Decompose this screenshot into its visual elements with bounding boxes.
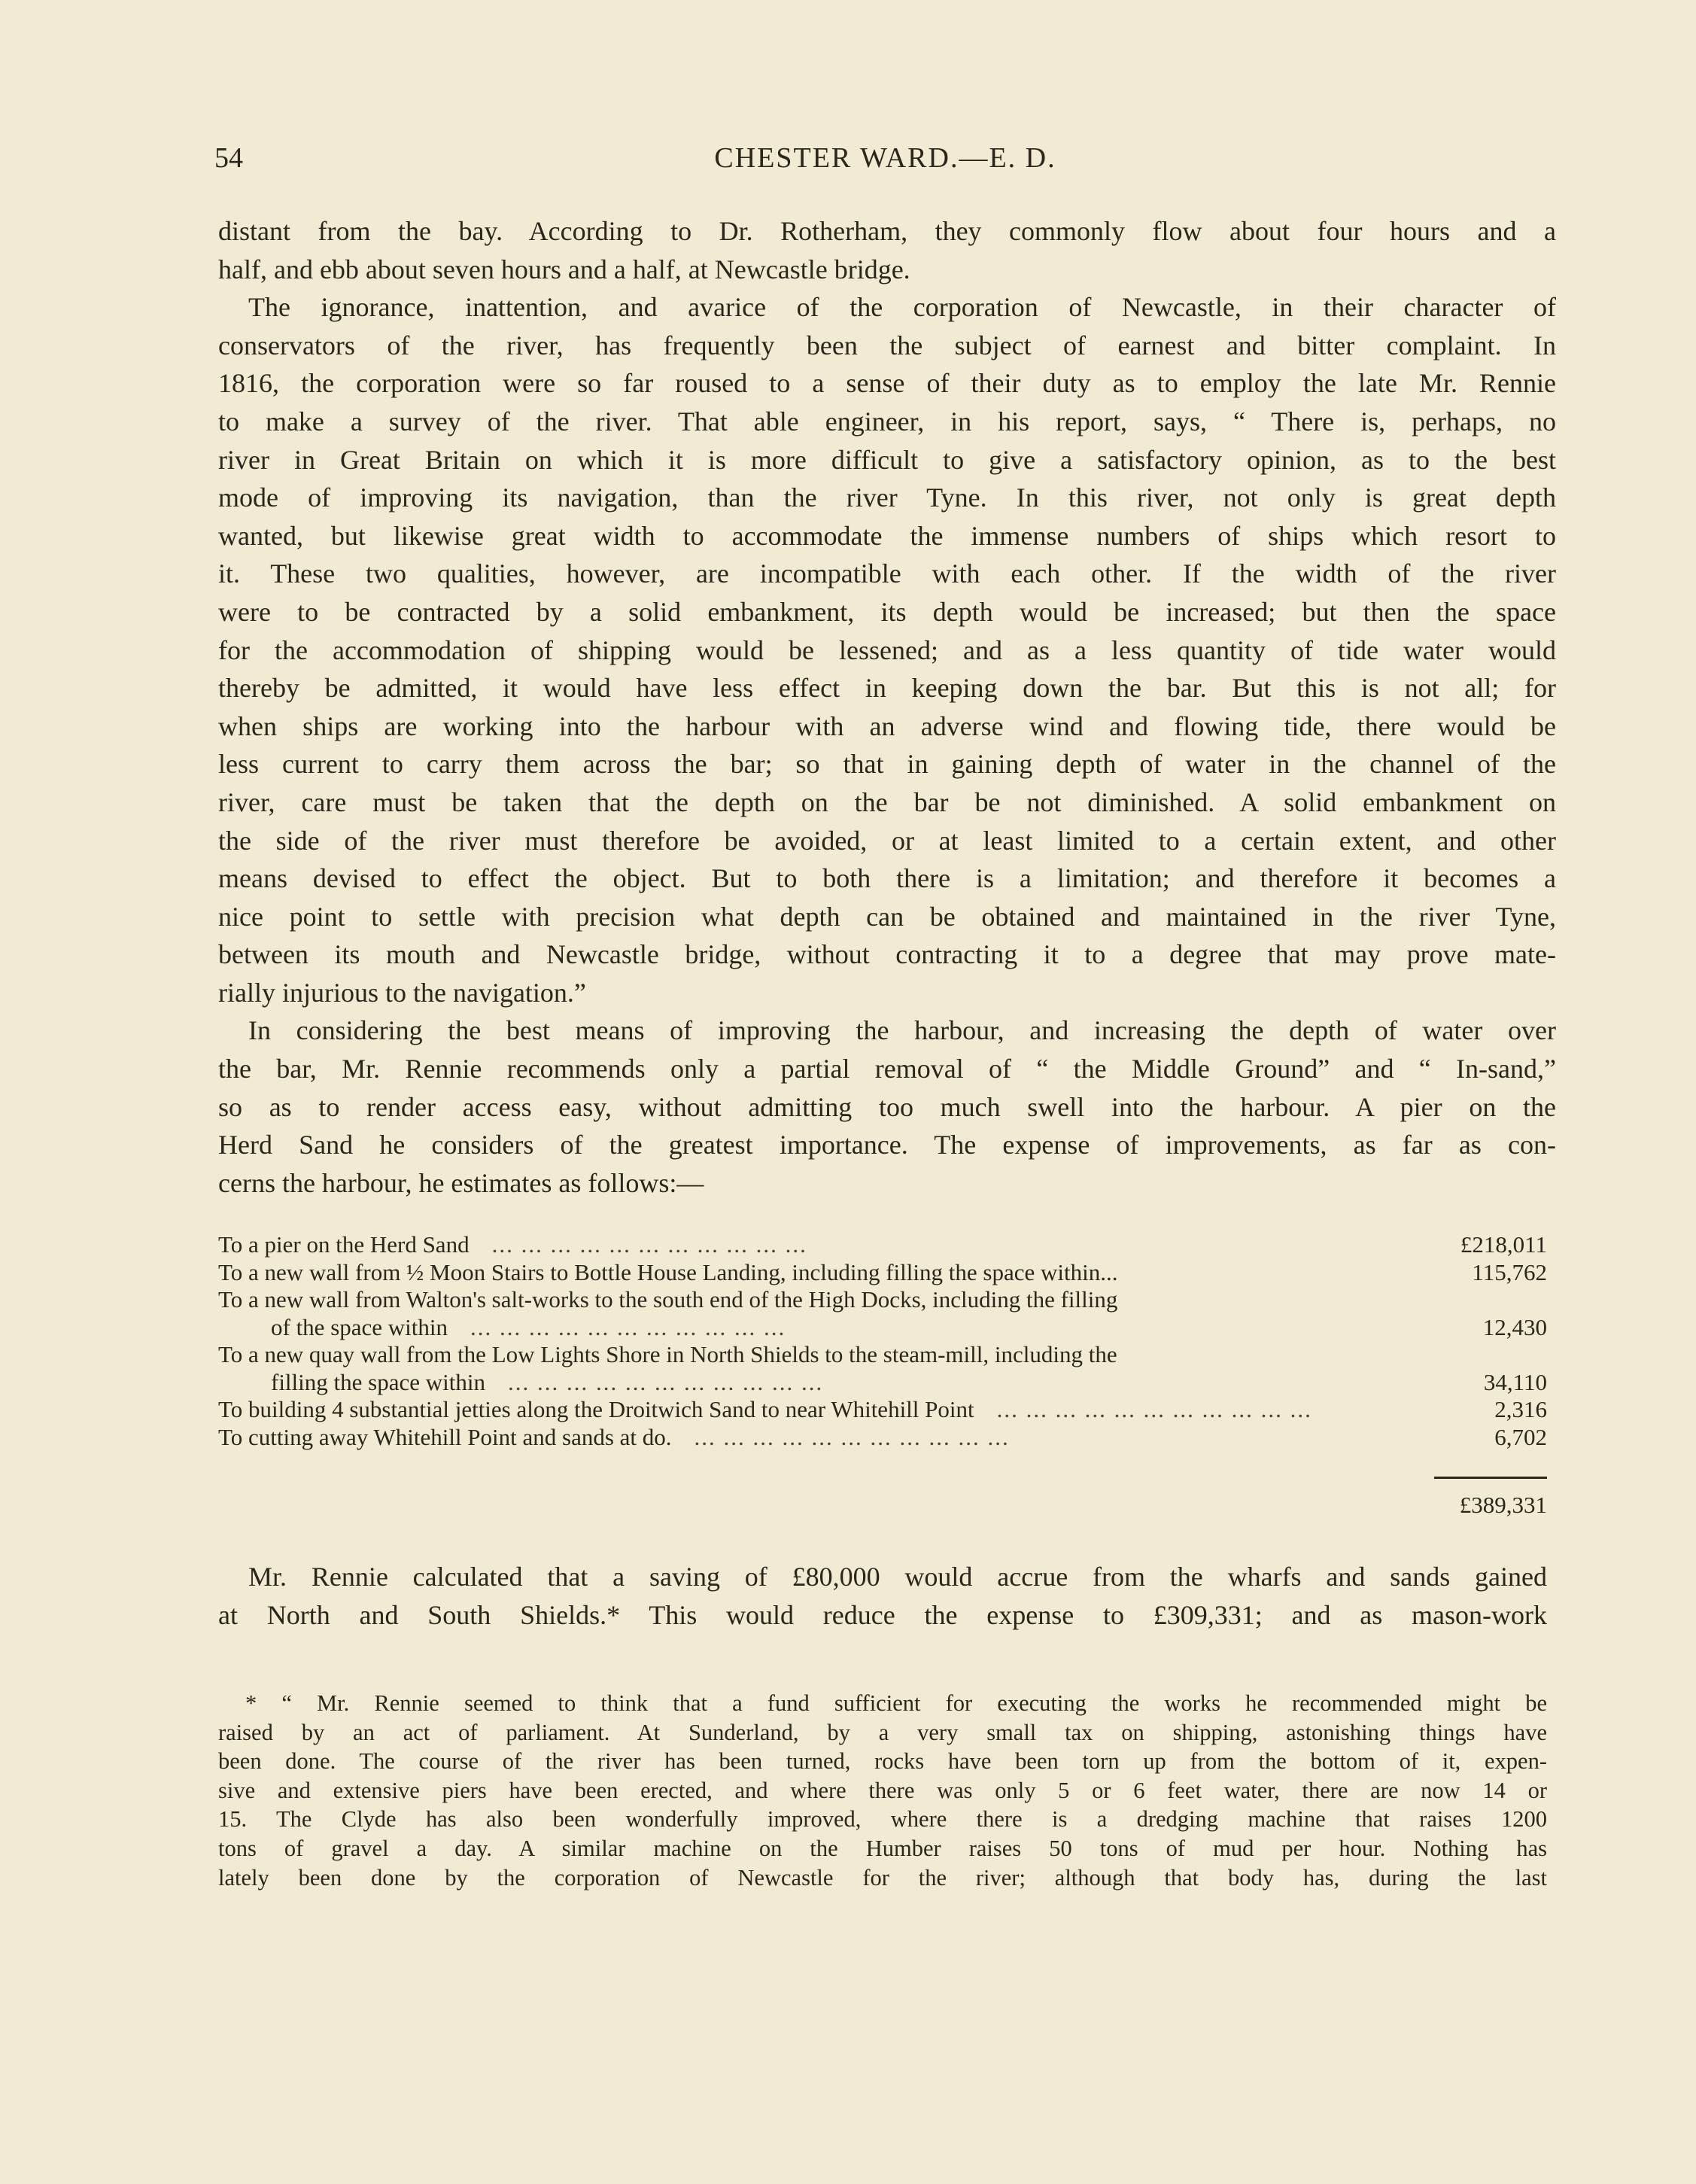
estimate-row [218, 1341, 1547, 1369]
text-line: distant from the bay. According to Dr. Rotherham, they commonly flow about four hours and a [218, 216, 1556, 246]
text-line: half, and ebb about seven hours and a half, at Newcastle bridge. [218, 254, 910, 284]
text-line: between its mouth and Newcastle bridge, without contracting it to a degree that may prove mate- [218, 939, 1556, 970]
text-line: 1816, the corporation were so far roused to a sense of their duty as to employ the late Mr. Rennie [218, 368, 1556, 399]
main-text [218, 212, 1556, 1202]
footnote-line: lately been done by the corporation of Newcastle for the river; although that body has, during the last [218, 1864, 1547, 1890]
estimate-description: filling the space within [271, 1368, 485, 1395]
total-rule [1434, 1477, 1547, 1479]
estimate-amount: 2,316 [1494, 1396, 1547, 1422]
text-line: wanted, but likewise great width to accommodate the immense numbers of ships which resort to [218, 520, 1556, 551]
footnote-line: 15. The Clyde has also been wonderfully improved, where there is a dredging machine that raises 1200 [218, 1806, 1547, 1833]
text-line: rially injurious to the navigation.” [218, 977, 586, 1008]
text-line: conservators of the river, has frequently been the subject of earnest and bitter complaint. In [218, 330, 1556, 360]
estimate-amount: 115,762 [1472, 1258, 1547, 1285]
estimate-description: To a new wall from ½ Moon Stairs to Bottle House Landing, including filling the space within... [218, 1258, 1118, 1285]
footnote-line: raised by an act of parliament. At Sunderland, by a very small tax on shipping, astonishing things have [218, 1719, 1547, 1745]
text-line: it. These two qualities, however, are incompatible with each other. If the width of the river [218, 558, 1556, 589]
footnote-line: * “ Mr. Rennie seemed to think that a fund sufficient for executing the works he recommended might be [245, 1690, 1547, 1716]
spacer [1117, 1259, 1442, 1287]
text-line: less current to carry them across the bar; so that in gaining depth of water in the channel of the [218, 749, 1556, 780]
estimate-amount: 12,430 [1482, 1313, 1547, 1340]
estimate-row [218, 1286, 1547, 1314]
footnote-line: been done. The course of the river has been turned, rocks have been torn up from the bottom of it, expen- [218, 1748, 1547, 1775]
text-line: at North and South Shields.* This would reduce the expense to £309,331; and as mason-work [218, 1599, 1547, 1630]
dot-leader: ... ... ... ... ... ... ... ... ... ... ... [491, 1231, 807, 1258]
estimate-row [218, 1424, 1547, 1452]
text-line: when ships are working into the harbour with an adverse wind and flowing tide, there would be [218, 710, 1556, 741]
estimates-total: £389,331 [1459, 1492, 1547, 1518]
estimate-description: of the space within [271, 1313, 448, 1340]
estimate-description: To cutting away Whitehill Point and sands at do. [218, 1423, 672, 1450]
text-line: for the accommodation of shipping would be lessened; and as a less quantity of tide water would [218, 634, 1556, 665]
estimate-description: To a new quay wall from the Low Lights Shore in North Shields to the steam-mill, including the [218, 1341, 1117, 1367]
estimates-table [218, 1231, 1547, 1451]
estimate-row [218, 1369, 1547, 1397]
estimate-amount: 6,702 [1494, 1423, 1547, 1450]
estimate-description: To a new wall from Walton's salt-works to the south end of the High Docks, including the filling [218, 1286, 1118, 1313]
closing-paragraph [218, 1558, 1547, 1634]
footnote-line: sive and extensive piers have been erected, and where there was only 5 or 6 feet water, there are now 14 or [218, 1777, 1547, 1803]
footnote-line: tons of gravel a day. A similar machine on the Humber raises 50 tons of mud per hour. Nothing has [218, 1835, 1547, 1861]
text-line: so as to render access easy, without admitting too much swell into the harbour. A pier on the [218, 1091, 1556, 1122]
text-line: mode of improving its navigation, than the river Tyne. In this river, not only is great depth [218, 482, 1556, 513]
text-line: Herd Sand he considers of the greatest importance. The expense of improvements, as far as con- [218, 1130, 1556, 1160]
text-line: river in Great Britain on which it is more difficult to give a satisfactory opinion, as to the best [218, 444, 1556, 475]
text-line: thereby be admitted, it would have less effect in keeping down the bar. But this is not all; for [218, 673, 1556, 704]
text-line: nice point to settle with precision what depth can be obtained and maintained in the river Tyne, [218, 901, 1556, 932]
dot-leader: ... ... ... ... ... ... ... ... ... ... ... [470, 1313, 786, 1340]
text-line: means devised to effect the object. But to both there is a limitation; and therefore it becomes a [218, 863, 1556, 894]
text-line: were to be contracted by a solid embankment, its depth would be increased; but then the space [218, 596, 1556, 627]
text-line: cerns the harbour, he estimates as follows:— [218, 1167, 704, 1198]
estimate-description: To building 4 substantial jetties along the Droitwich Sand to near Whitehill Point [218, 1396, 974, 1422]
estimate-description: To a pier on the Herd Sand [218, 1231, 470, 1258]
dot-leader: ... ... ... ... ... ... ... ... ... ... ... [507, 1368, 824, 1395]
page-header [214, 141, 1556, 179]
text-line: Mr. Rennie calculated that a saving of £80,000 would accrue from the wharfs and sands gained [248, 1562, 1547, 1592]
text-line: The ignorance, inattention, and avarice of the corporation of Newcastle, in their character of [248, 292, 1556, 323]
estimate-row [218, 1396, 1547, 1424]
text-line: the side of the river must therefore be avoided, or at least limited to a certain extent, and other [218, 825, 1556, 856]
estimate-row [218, 1259, 1547, 1287]
text-line: to make a survey of the river. That able engineer, in his report, says, “ There is, perhaps, no [218, 406, 1556, 436]
dot-leader: ... ... ... ... ... ... ... ... ... ... ... [694, 1423, 1010, 1450]
text-line: river, care must be taken that the depth on the bar be not diminished. A solid embankment on [218, 786, 1556, 817]
dot-leader: ... ... ... ... ... ... ... ... ... ... ... [996, 1396, 1312, 1422]
estimate-row [218, 1231, 1547, 1259]
page-number: 54 [214, 142, 243, 174]
text-line: the bar, Mr. Rennie recommends only a partial removal of “ the Middle Ground” and “ In-sand,” [218, 1054, 1556, 1084]
text-line: In considering the best means of improving the harbour, and increasing the depth of water over [248, 1015, 1556, 1046]
running-title: CHESTER WARD.—E. D. [714, 142, 1056, 174]
footnote [218, 1689, 1547, 1892]
estimate-row [218, 1314, 1547, 1342]
estimate-amount: £218,011 [1460, 1231, 1547, 1258]
estimate-amount: 34,110 [1483, 1368, 1547, 1395]
